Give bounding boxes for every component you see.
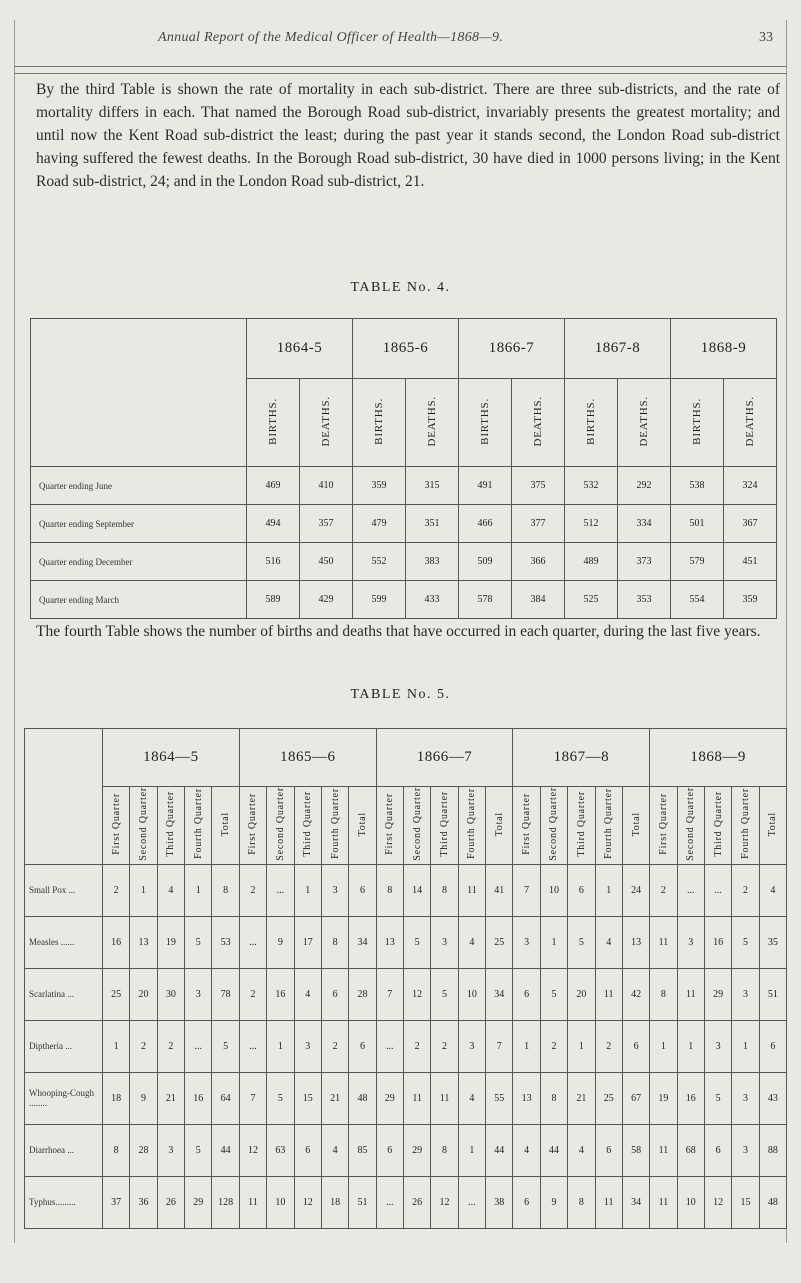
table5-cell: 28 <box>130 1124 157 1176</box>
table5-cell: 5 <box>267 1072 294 1124</box>
table5-cell: 12 <box>431 1176 458 1228</box>
table4-cell: 494 <box>247 505 300 543</box>
table4-cell: 292 <box>618 467 671 505</box>
table5-cell: 48 <box>759 1176 786 1228</box>
table5-subcol-header: Fourth Quarter <box>192 788 204 860</box>
table4-row-label: Quarter ending June <box>31 467 247 505</box>
table5-cell: 3 <box>157 1124 184 1176</box>
table4-cell: 532 <box>565 467 618 505</box>
table5-cell: 7 <box>513 864 540 916</box>
table5-cell: 9 <box>130 1072 157 1124</box>
table5-cell: 4 <box>458 916 485 968</box>
table5-cell: 4 <box>513 1124 540 1176</box>
table5-cell: 3 <box>513 916 540 968</box>
table4-year: 1866-7 <box>459 319 565 379</box>
table5-cell: 2 <box>403 1020 430 1072</box>
table5-cell: 4 <box>759 864 786 916</box>
table5-cell: 7 <box>376 968 403 1020</box>
table4-year: 1864-5 <box>247 319 353 379</box>
table5-row-label: Diarrhoea ... <box>25 1124 103 1176</box>
table5-corner <box>25 729 103 865</box>
table5-cell: 20 <box>130 968 157 1020</box>
table5-cell: 35 <box>759 916 786 968</box>
table5-cell: 68 <box>677 1124 704 1176</box>
table5-cell: 64 <box>212 1072 239 1124</box>
table5-subcol-header: Total <box>220 811 232 837</box>
table5-cell: 78 <box>212 968 239 1020</box>
table5-cell: 2 <box>239 968 266 1020</box>
table5-cell: 20 <box>568 968 595 1020</box>
table5-cell: 11 <box>431 1072 458 1124</box>
table4-cell: 501 <box>671 505 724 543</box>
table5-cell: 29 <box>185 1176 212 1228</box>
table5-subcol-header: Total <box>767 811 779 837</box>
table4-cell: 554 <box>671 581 724 619</box>
table5-cell: 128 <box>212 1176 239 1228</box>
table4-row <box>31 505 777 543</box>
table5-cell: 6 <box>349 864 376 916</box>
table5-row <box>25 916 787 968</box>
table5-subcol-header: Second Quarter <box>411 787 423 861</box>
table5-cell: 3 <box>321 864 348 916</box>
table5-year: 1865—6 <box>239 729 376 787</box>
table5-subcol-header: Fourth Quarter <box>603 788 615 860</box>
table5-cell: 3 <box>677 916 704 968</box>
table5-cell: 3 <box>732 968 759 1020</box>
table5-cell: 1 <box>677 1020 704 1072</box>
table5-cell: 44 <box>486 1124 513 1176</box>
table5-cell: 41 <box>486 864 513 916</box>
table5-cell: 10 <box>458 968 485 1020</box>
table5-cell: ... <box>458 1176 485 1228</box>
table5-cell: 3 <box>458 1020 485 1072</box>
table4-cell: 512 <box>565 505 618 543</box>
table5-cell: 4 <box>321 1124 348 1176</box>
table4-cell: 357 <box>300 505 353 543</box>
table5-cell: 51 <box>759 968 786 1020</box>
table5-cell: 3 <box>185 968 212 1020</box>
table4-cell: 373 <box>618 543 671 581</box>
table5-cell: 19 <box>650 1072 677 1124</box>
table5-row-label: Typhus......... <box>25 1176 103 1228</box>
table5-row-label: Measles ...... <box>25 916 103 968</box>
table4-cell: 351 <box>406 505 459 543</box>
table5-cell: 43 <box>759 1072 786 1124</box>
table5-cell: 21 <box>568 1072 595 1124</box>
table5-cell: 1 <box>130 864 157 916</box>
table5-subcol-header: Second Quarter <box>138 787 150 861</box>
table5-row-label: Diptheria ... <box>25 1020 103 1072</box>
table5-cell: 7 <box>239 1072 266 1124</box>
table4-cell: 552 <box>353 543 406 581</box>
table5-cell: 6 <box>321 968 348 1020</box>
table4-year: 1865-6 <box>353 319 459 379</box>
table5-row-label: Scarlatina ... <box>25 968 103 1020</box>
table5-row-label: Whooping-Cough ........ <box>25 1072 103 1124</box>
table5-cell: 8 <box>212 864 239 916</box>
table5-cell: 6 <box>513 968 540 1020</box>
table4-cell: 589 <box>247 581 300 619</box>
table4-cell: 516 <box>247 543 300 581</box>
table5-cell: 26 <box>403 1176 430 1228</box>
table5-cell: 48 <box>349 1072 376 1124</box>
table5-year: 1868—9 <box>650 729 787 787</box>
table5-cell: 34 <box>486 968 513 1020</box>
table5-subcol-header: Third Quarter <box>575 791 587 857</box>
table5-cell: 4 <box>458 1072 485 1124</box>
table5-cell: 34 <box>349 916 376 968</box>
table5-cell: 36 <box>130 1176 157 1228</box>
table5-cell: 6 <box>622 1020 649 1072</box>
table5-row <box>25 968 787 1020</box>
table5-row <box>25 1020 787 1072</box>
table5-cell: 53 <box>212 916 239 968</box>
table5-cell: 6 <box>349 1020 376 1072</box>
table5-cell: 1 <box>650 1020 677 1072</box>
table5-cell: 2 <box>650 864 677 916</box>
table4-col-births: BIRTHS. <box>691 397 703 445</box>
page-number: 33 <box>759 30 773 45</box>
table5-cell: 1 <box>103 1020 130 1072</box>
table5-cell: 8 <box>568 1176 595 1228</box>
table5-cell: 5 <box>185 916 212 968</box>
table4-cell: 410 <box>300 467 353 505</box>
table4-row-label: Quarter ending September <box>31 505 247 543</box>
table5-cell: 11 <box>650 916 677 968</box>
table4-cell: 429 <box>300 581 353 619</box>
table5-subcol-header: Third Quarter <box>165 791 177 857</box>
table4-cell: 451 <box>724 543 777 581</box>
table5-cell: 1 <box>294 864 321 916</box>
table5-cell: 29 <box>704 968 731 1020</box>
table5-cell: 12 <box>294 1176 321 1228</box>
table4-cell: 579 <box>671 543 724 581</box>
table5-cell: 3 <box>294 1020 321 1072</box>
table5-cell: 11 <box>403 1072 430 1124</box>
table5-cell: 4 <box>294 968 321 1020</box>
table5-cell: 2 <box>540 1020 567 1072</box>
table5-subcol-header: Second Quarter <box>274 787 286 861</box>
table4-caption: TABLE No. 4. <box>350 280 451 295</box>
table5-cell: 17 <box>294 916 321 968</box>
table5-cell: 1 <box>568 1020 595 1072</box>
table5-cell: 26 <box>157 1176 184 1228</box>
table5-cell: 13 <box>376 916 403 968</box>
table5-cell: 8 <box>650 968 677 1020</box>
table5-cell: 13 <box>130 916 157 968</box>
table5-cell: 9 <box>267 916 294 968</box>
table4-row <box>31 543 777 581</box>
table5-cell: 1 <box>185 864 212 916</box>
table5-cell: ... <box>704 864 731 916</box>
table4-cell: 353 <box>618 581 671 619</box>
table4-cell: 433 <box>406 581 459 619</box>
table5-cell: 11 <box>595 1176 622 1228</box>
table5-cell: ... <box>376 1176 403 1228</box>
table4-col-births: BIRTHS. <box>373 397 385 445</box>
table5-cell: 5 <box>185 1124 212 1176</box>
table5-row-label: Small Pox ... <box>25 864 103 916</box>
table4-col-deaths: DEATHS. <box>744 395 756 447</box>
table5-cell: 11 <box>650 1176 677 1228</box>
table4-cell: 383 <box>406 543 459 581</box>
table5-cell: ... <box>239 1020 266 1072</box>
table4-cell: 377 <box>512 505 565 543</box>
table5-cell: 1 <box>267 1020 294 1072</box>
table5-cell: 1 <box>540 916 567 968</box>
table5-cell: ... <box>267 864 294 916</box>
table5-cell: 3 <box>431 916 458 968</box>
table5-cell: 2 <box>595 1020 622 1072</box>
table5-cell: 4 <box>157 864 184 916</box>
table5-cell: 12 <box>704 1176 731 1228</box>
table5-cell: 18 <box>103 1072 130 1124</box>
table5-cell: 6 <box>568 864 595 916</box>
table5-cell: 16 <box>103 916 130 968</box>
page-left-border <box>14 20 15 1243</box>
table-4 <box>30 318 777 619</box>
table5-cell: 63 <box>267 1124 294 1176</box>
table5-cell: 19 <box>157 916 184 968</box>
table5-row <box>25 1124 787 1176</box>
table5-cell: 4 <box>568 1124 595 1176</box>
table5-cell: 3 <box>732 1072 759 1124</box>
table5-cell: 2 <box>157 1020 184 1072</box>
table5-subcol-header: Second Quarter <box>548 787 560 861</box>
table5-cell: 34 <box>622 1176 649 1228</box>
table4-col-deaths: DEATHS. <box>638 395 650 447</box>
table5-subcol-header: Second Quarter <box>685 787 697 861</box>
table-5 <box>24 728 787 1229</box>
table5-cell: 8 <box>321 916 348 968</box>
table5-subcol-header: Fourth Quarter <box>466 788 478 860</box>
table4-cell: 334 <box>618 505 671 543</box>
table5-cell: 6 <box>513 1176 540 1228</box>
table5-cell: 13 <box>622 916 649 968</box>
table5-cell: 29 <box>403 1124 430 1176</box>
table5-cell: 85 <box>349 1124 376 1176</box>
table5-subcol-header: Third Quarter <box>302 791 314 857</box>
table5-cell: 5 <box>732 916 759 968</box>
table5-cell: 67 <box>622 1072 649 1124</box>
table4-col-deaths: DEATHS. <box>532 395 544 447</box>
table5-cell: 12 <box>239 1124 266 1176</box>
table4-row <box>31 467 777 505</box>
table5-row <box>25 864 787 916</box>
table5-cell: 2 <box>239 864 266 916</box>
table5-cell: ... <box>376 1020 403 1072</box>
table5-cell: 5 <box>403 916 430 968</box>
table5-cell: 5 <box>431 968 458 1020</box>
table5-cell: 16 <box>185 1072 212 1124</box>
table5-cell: 11 <box>677 968 704 1020</box>
table5-subcol-header: Third Quarter <box>712 791 724 857</box>
table5-cell: 2 <box>130 1020 157 1072</box>
table5-cell: 30 <box>157 968 184 1020</box>
table5-cell: 21 <box>321 1072 348 1124</box>
table5-row <box>25 1072 787 1124</box>
header-rule-2 <box>14 73 787 74</box>
table5-subcol-header: First Quarter <box>384 792 396 855</box>
table5-subcol-header: Third Quarter <box>439 791 451 857</box>
table5-cell: ... <box>677 864 704 916</box>
table5-cell: 13 <box>513 1072 540 1124</box>
table5-cell: 11 <box>239 1176 266 1228</box>
table5-cell: 25 <box>595 1072 622 1124</box>
table4-cell: 479 <box>353 505 406 543</box>
middle-paragraph: The fourth Table shows the number of births and deaths that have occurred in each quarter, during the last five years. <box>36 623 761 640</box>
table5-subcol-header: First Quarter <box>247 792 259 855</box>
table5-cell: 25 <box>486 916 513 968</box>
table5-cell: 16 <box>704 916 731 968</box>
table5-cell: 2 <box>321 1020 348 1072</box>
table4-cell: 359 <box>724 581 777 619</box>
table5-cell: 5 <box>540 968 567 1020</box>
running-header <box>0 30 801 60</box>
table5-cell: 18 <box>321 1176 348 1228</box>
table4-cell: 538 <box>671 467 724 505</box>
table4-cell: 469 <box>247 467 300 505</box>
table5-cell: 1 <box>595 864 622 916</box>
table4-cell: 366 <box>512 543 565 581</box>
table5-cell: 10 <box>677 1176 704 1228</box>
table4-cell: 489 <box>565 543 618 581</box>
table5-subcol-header: Fourth Quarter <box>329 788 341 860</box>
table5-cell: 10 <box>267 1176 294 1228</box>
table4-row <box>31 581 777 619</box>
table5-cell: ... <box>239 916 266 968</box>
table4-row-label: Quarter ending March <box>31 581 247 619</box>
table5-subcol-header: First Quarter <box>110 792 122 855</box>
table5-cell: 2 <box>431 1020 458 1072</box>
table5-cell: 29 <box>376 1072 403 1124</box>
table5-cell: 12 <box>403 968 430 1020</box>
table4-cell: 525 <box>565 581 618 619</box>
table4-col-births: BIRTHS. <box>479 397 491 445</box>
table5-cell: 6 <box>376 1124 403 1176</box>
table4-col-births: BIRTHS. <box>585 397 597 445</box>
table5-cell: 21 <box>157 1072 184 1124</box>
table4-year: 1868-9 <box>671 319 777 379</box>
table5-subcol-header: Total <box>356 811 368 837</box>
table5-year: 1867—8 <box>513 729 650 787</box>
table4-cell: 315 <box>406 467 459 505</box>
table5-cell: 5 <box>704 1072 731 1124</box>
table5-cell: 8 <box>431 864 458 916</box>
table5-cell: 55 <box>486 1072 513 1124</box>
intro-paragraph: By the third Table is shown the rate of mortality in each sub-district. There are three sub-districts, and the rate of mortality differs in each. That named the Borough Road sub-district, invariably presents the greatest mortality; and until now the Kent Road sub-district the least; during the past year it stands second, the London Road sub-district having suffered the fewest deaths. In the Borough Road sub-district, 30 have died in 1000 persons living; in the Kent Road sub-district, 24; and in the London Road sub-district, 21. <box>36 81 780 190</box>
table5-cell: 3 <box>704 1020 731 1072</box>
table4-row-label: Quarter ending December <box>31 543 247 581</box>
table5-cell: 37 <box>103 1176 130 1228</box>
table5-cell: 58 <box>622 1124 649 1176</box>
table5-row <box>25 1176 787 1228</box>
table5-cell: 42 <box>622 968 649 1020</box>
table5-cell: 8 <box>103 1124 130 1176</box>
table5-cell: 6 <box>294 1124 321 1176</box>
table5-subcol-header: Total <box>630 811 642 837</box>
table5-cell: 16 <box>267 968 294 1020</box>
table5-cell: ... <box>185 1020 212 1072</box>
table5-cell: 14 <box>403 864 430 916</box>
table5-cell: 3 <box>732 1124 759 1176</box>
table5-cell: 51 <box>349 1176 376 1228</box>
table5-cell: 11 <box>458 864 485 916</box>
table4-cell: 450 <box>300 543 353 581</box>
table4-col-births: BIRTHS. <box>267 397 279 445</box>
table5-cell: 6 <box>595 1124 622 1176</box>
table5-cell: 4 <box>595 916 622 968</box>
table5-cell: 2 <box>103 864 130 916</box>
table5-cell: 8 <box>431 1124 458 1176</box>
table5-cell: 5 <box>212 1020 239 1072</box>
table5-subcol-header: Fourth Quarter <box>740 788 751 860</box>
table5-cell: 44 <box>212 1124 239 1176</box>
table5-cell: 1 <box>732 1020 759 1072</box>
table4-cell: 509 <box>459 543 512 581</box>
table5-subcol-header: First Quarter <box>657 792 669 855</box>
table5-cell: 10 <box>540 864 567 916</box>
table5-cell: 24 <box>622 864 649 916</box>
table5-cell: 44 <box>540 1124 567 1176</box>
table4-cell: 578 <box>459 581 512 619</box>
header-title: Annual Report of the Medical Officer of Health—1868—9. <box>158 30 504 45</box>
table5-cell: 25 <box>103 968 130 1020</box>
table4-cell: 466 <box>459 505 512 543</box>
table5-cell: 11 <box>595 968 622 1020</box>
table4-cell: 599 <box>353 581 406 619</box>
table5-cell: 8 <box>540 1072 567 1124</box>
table4-col-deaths: DEATHS. <box>320 395 332 447</box>
table5-cell: 8 <box>376 864 403 916</box>
table5-caption: TABLE No. 5. <box>350 687 451 702</box>
table5-cell: 38 <box>486 1176 513 1228</box>
table5-cell: 9 <box>540 1176 567 1228</box>
table5-subcol-header: Total <box>493 811 505 837</box>
table5-subcol-header: First Quarter <box>521 792 533 855</box>
table5-year: 1864—5 <box>103 729 240 787</box>
table5-cell: 6 <box>759 1020 786 1072</box>
table5-cell: 15 <box>294 1072 321 1124</box>
table4-cell: 359 <box>353 467 406 505</box>
table4-cell: 491 <box>459 467 512 505</box>
table4-cell: 324 <box>724 467 777 505</box>
table5-cell: 11 <box>650 1124 677 1176</box>
table4-col-deaths: DEATHS. <box>426 395 438 447</box>
table4-year: 1867-8 <box>565 319 671 379</box>
header-rule <box>14 66 787 67</box>
table4-cell: 375 <box>512 467 565 505</box>
table5-cell: 15 <box>732 1176 759 1228</box>
table4-cell: 384 <box>512 581 565 619</box>
table4-cell: 367 <box>724 505 777 543</box>
table5-year: 1866—7 <box>376 729 513 787</box>
table5-cell: 88 <box>759 1124 786 1176</box>
table5-cell: 6 <box>704 1124 731 1176</box>
table5-cell: 7 <box>486 1020 513 1072</box>
table5-cell: 28 <box>349 968 376 1020</box>
table5-cell: 5 <box>568 916 595 968</box>
table5-cell: 16 <box>677 1072 704 1124</box>
table5-cell: 2 <box>732 864 759 916</box>
table4-corner <box>31 319 247 467</box>
table5-cell: 1 <box>458 1124 485 1176</box>
table5-cell: 1 <box>513 1020 540 1072</box>
